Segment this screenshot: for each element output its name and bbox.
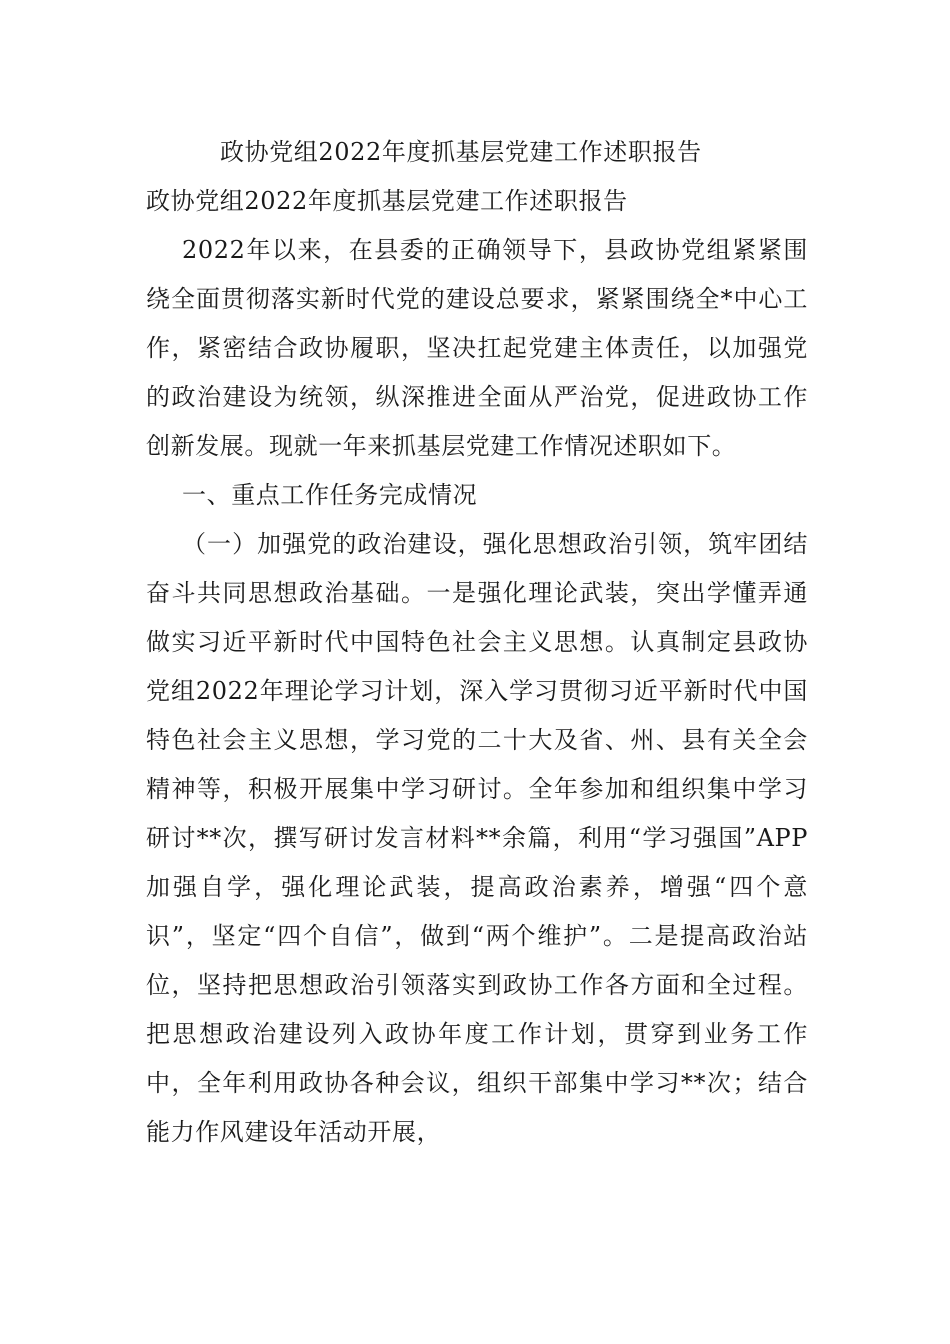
intro-paragraph: 2022年以来，在县委的正确领导下，县政协党组紧紧围绕全面贯彻落实新时代党的建设总要求，紧紧围绕全*中心工作，紧密结合政协履职，坚决扛起党建主体责任，以加强党的政治建设为统领，纵深推进全面从严治党，促进政协工作创新发展。现就一年来抓基层党建工作情况述职如下。 bbox=[146, 236, 808, 460]
section-heading-1: 一、重点工作任务完成情况 bbox=[182, 481, 478, 509]
document-title-repeat: 政协党组2022年度抓基层党建工作述职报告 bbox=[146, 187, 628, 215]
section-1-paragraph-1: （一）加强党的政治建设，强化思想政治引领，筑牢团结奋斗共同思想政治基础。一是强化理论武装，突出学懂弄通做实习近平新时代中国特色社会主义思想。认真制定县政协党组2022年理论学习计划，深入学习贯彻习近平新时代中国特色社会主义思想，学习党的二十大及省、州、县有关全会精神等，积极开展集中学习研讨。全年参加和组织集中学习研讨**次，撰写研讨发言材料**余篇，利用“学习强国”APP加强自学，强化理论武装，提高政治素养，增强“四个意识”，坚定“四个自信”，做到“两个维护”。二是提高政治站位，坚持把思想政治引领落实到政协工作各方面和全过程。把思想政治建设列入政协年度工作计划，贯穿到业务工作中，全年利用政协各种会议，组织干部集中学习**次；结合能力作风建设年活动开展， bbox=[146, 530, 808, 1146]
document-title: 政协党组2022年度抓基层党建工作述职报告 bbox=[220, 138, 702, 166]
document-body bbox=[146, 128, 808, 1157]
